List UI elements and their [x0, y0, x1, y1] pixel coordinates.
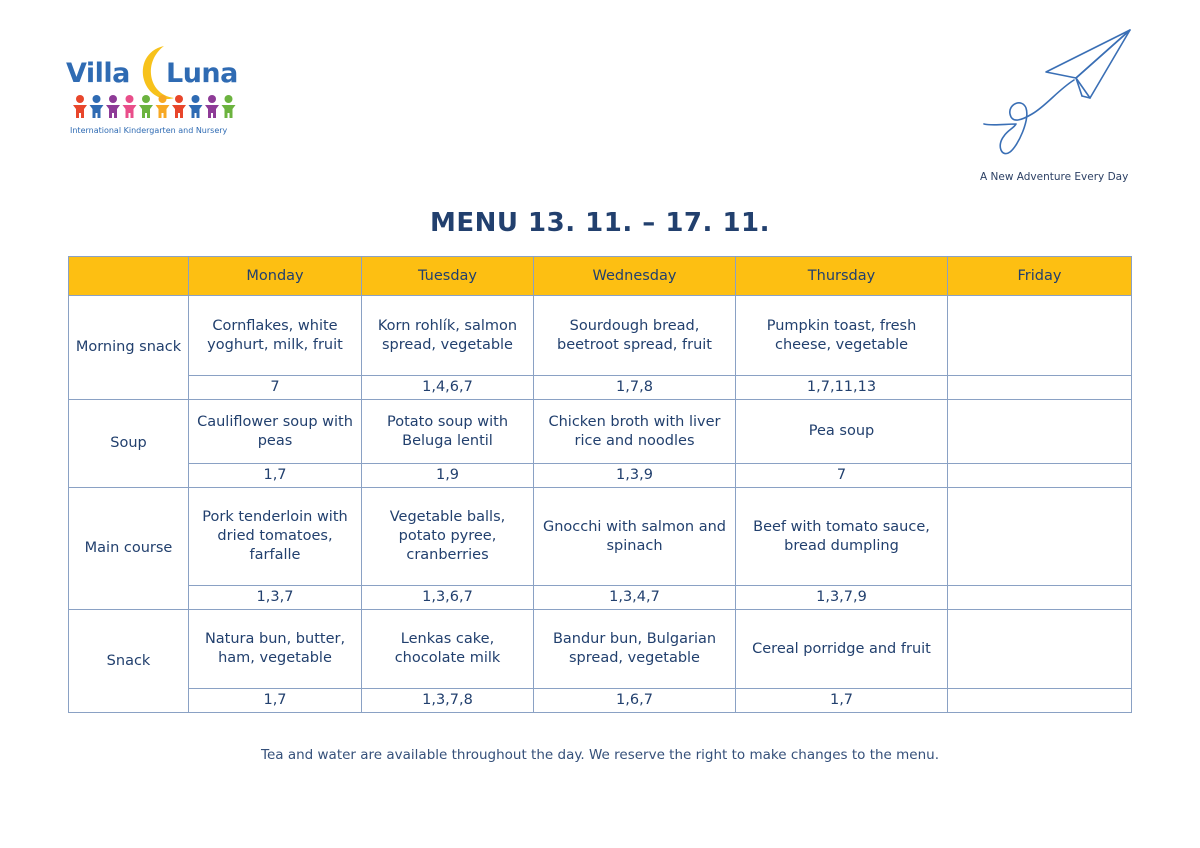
allergen-cell: 7 [189, 376, 362, 400]
row-label: Main course [69, 488, 189, 610]
table-row [69, 400, 1132, 464]
villa-luna-logo [66, 44, 246, 144]
table-header-row [69, 257, 1132, 296]
slogan: A New Adventure Every Day [980, 171, 1129, 183]
child-figure-icon [123, 95, 137, 118]
table-row [69, 296, 1132, 376]
allergen-cell: 1,3,7,8 [362, 689, 534, 713]
allergen-cell [948, 689, 1132, 713]
child-figure-icon [139, 95, 153, 118]
child-figure-icon [172, 95, 186, 118]
allergen-cell: 1,7,8 [534, 376, 736, 400]
allergen-cell: 1,3,7,9 [736, 586, 948, 610]
header-day: Wednesday [534, 257, 736, 296]
row-label: Soup [69, 400, 189, 488]
allergen-cell: 1,3,9 [534, 464, 736, 488]
children-row-icon [72, 94, 242, 120]
dish-cell: Pea soup [736, 400, 948, 464]
dish-cell: Vegetable balls, potato pyree, cranberries [362, 488, 534, 586]
allergen-cell: 7 [736, 464, 948, 488]
dish-cell: Potato soup with Beluga lentil [362, 400, 534, 464]
logo-word-luna: Luna [166, 58, 238, 89]
allergen-cell: 1,3,7 [189, 586, 362, 610]
allergen-cell: 1,9 [362, 464, 534, 488]
menu-table [68, 256, 1132, 713]
allergen-cell: 1,6,7 [534, 689, 736, 713]
header-day: Monday [189, 257, 362, 296]
allergen-cell: 1,4,6,7 [362, 376, 534, 400]
allergen-cell [948, 586, 1132, 610]
dish-cell: Cauliflower soup with peas [189, 400, 362, 464]
child-figure-icon [106, 95, 120, 118]
row-label: Snack [69, 610, 189, 713]
header-day: Friday [948, 257, 1132, 296]
dish-cell: Chicken broth with liver rice and noodles [534, 400, 736, 464]
allergen-cell [948, 464, 1132, 488]
child-figure-icon [222, 95, 236, 118]
dish-cell: Pumpkin toast, fresh cheese, vegetable [736, 296, 948, 376]
header-day: Thursday [736, 257, 948, 296]
allergen-row [69, 586, 1132, 610]
child-figure-icon [156, 95, 170, 118]
paper-plane-icon [978, 28, 1138, 160]
dish-cell [948, 400, 1132, 464]
dish-cell: Sourdough bread, beetroot spread, fruit [534, 296, 736, 376]
dish-cell: Bandur bun, Bulgarian spread, vegetable [534, 610, 736, 689]
row-label: Morning snack [69, 296, 189, 400]
allergen-cell: 1,7 [189, 464, 362, 488]
allergen-row [69, 376, 1132, 400]
dish-cell: Lenkas cake, chocolate milk [362, 610, 534, 689]
dish-cell: Beef with tomato sauce, bread dumpling [736, 488, 948, 586]
dish-cell: Korn rohlík, salmon spread, vegetable [362, 296, 534, 376]
footer-note: Tea and water are available throughout the day. We reserve the right to make changes to the menu. [261, 747, 939, 763]
allergen-row [69, 464, 1132, 488]
allergen-cell: 1,7,11,13 [736, 376, 948, 400]
child-figure-icon [73, 95, 87, 118]
dish-cell [948, 610, 1132, 689]
dish-cell [948, 488, 1132, 586]
allergen-cell: 1,7 [189, 689, 362, 713]
logo-word-villa: Villa [66, 58, 130, 89]
child-figure-icon [205, 95, 219, 118]
dish-cell: Gnocchi with salmon and spinach [534, 488, 736, 586]
dish-cell: Pork tenderloin with dried tomatoes, farfalle [189, 488, 362, 586]
logo-tagline: International Kindergarten and Nursery [70, 126, 228, 135]
allergen-cell: 1,3,4,7 [534, 586, 736, 610]
child-figure-icon [90, 95, 104, 118]
dish-cell: Cereal porridge and fruit [736, 610, 948, 689]
allergen-cell: 1,3,6,7 [362, 586, 534, 610]
dish-cell [948, 296, 1132, 376]
allergen-row [69, 689, 1132, 713]
header-day: Tuesday [362, 257, 534, 296]
allergen-cell: 1,7 [736, 689, 948, 713]
allergen-cell [948, 376, 1132, 400]
menu-title: MENU 13. 11. – 17. 11. [430, 208, 770, 238]
dish-cell: Natura bun, butter, ham, vegetable [189, 610, 362, 689]
table-row [69, 488, 1132, 586]
table-row [69, 610, 1132, 689]
dish-cell: Cornflakes, white yoghurt, milk, fruit [189, 296, 362, 376]
child-figure-icon [189, 95, 203, 118]
header-corner [69, 257, 189, 296]
